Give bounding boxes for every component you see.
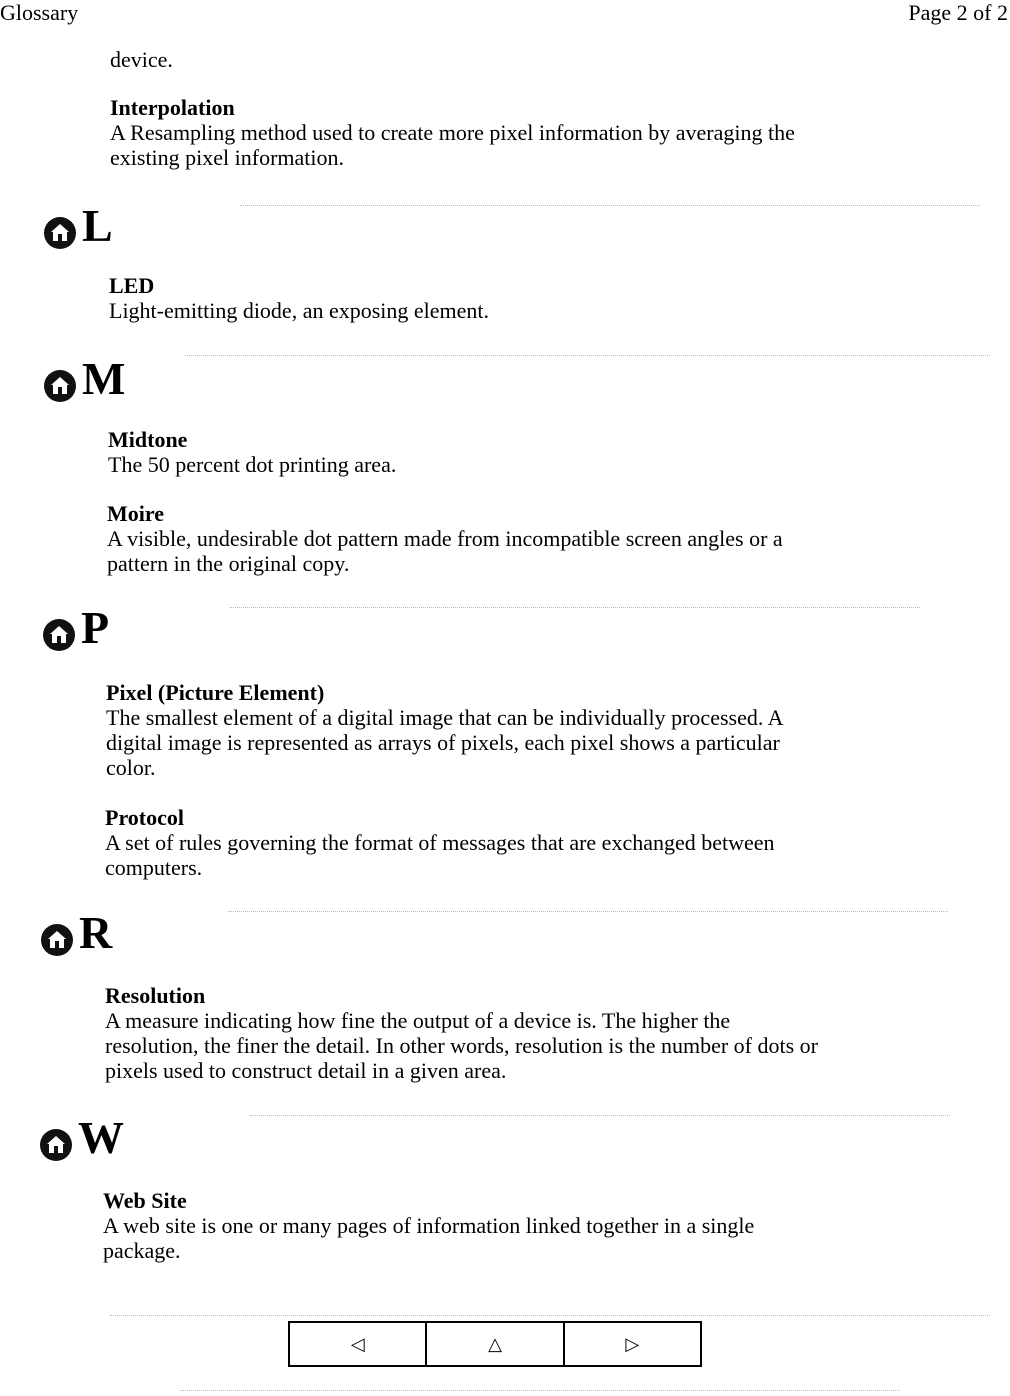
definition-line: pattern in the original copy. [107, 551, 350, 576]
definition-line: The 50 percent dot printing area. [108, 452, 397, 477]
home-icon[interactable] [43, 619, 75, 651]
page-number: Page 2 of 2 [908, 0, 1008, 25]
next-page-button[interactable] [565, 1323, 700, 1365]
home-icon[interactable] [44, 217, 76, 249]
definition-line: A visible, undesirable dot pattern made from incompatible screen angles or a [107, 526, 783, 551]
definition-line: color. [106, 755, 156, 780]
term-protocol: Protocol [105, 805, 185, 830]
definition-line: A web site is one or many pages of information linked together in a single [103, 1213, 755, 1238]
footer-divider [180, 1390, 900, 1391]
term-interpolation: Interpolation [110, 95, 235, 120]
entry-interpolation [110, 95, 795, 170]
triangle-up-icon: △ [488, 1333, 502, 1355]
triangle-right-icon: ▷ [625, 1333, 640, 1355]
continued-text: device. [110, 47, 173, 72]
term-led: LED [109, 273, 155, 298]
up-button[interactable] [427, 1323, 564, 1365]
section-letter: L [82, 200, 113, 251]
prev-page-button[interactable] [290, 1323, 427, 1365]
section-divider [240, 205, 980, 206]
definition-line: The smallest element of a digital image that can be individually processed. A [106, 705, 784, 730]
entry-resolution [105, 983, 818, 1083]
entry-led [109, 273, 489, 323]
section-letter: M [82, 353, 126, 404]
section-letter: P [81, 602, 110, 653]
page-header-title: Glossary [0, 0, 79, 25]
footer-divider [110, 1315, 990, 1316]
term-website: Web Site [103, 1188, 187, 1213]
term-moire: Moire [107, 501, 165, 526]
term-resolution: Resolution [105, 983, 206, 1008]
home-icon[interactable] [41, 924, 73, 956]
definition-line: computers. [105, 855, 203, 880]
section-divider [250, 1115, 950, 1116]
home-icon[interactable] [40, 1129, 72, 1161]
definition-line: A Resampling method used to create more pixel information by averaging the [110, 120, 795, 145]
page-navigation [288, 1321, 702, 1367]
entry-midtone [108, 427, 396, 477]
term-midtone: Midtone [108, 427, 188, 452]
entry-website [103, 1188, 754, 1263]
definition-line: package. [103, 1238, 181, 1263]
definition-line: A set of rules governing the format of messages that are exchanged between [105, 830, 775, 855]
section-letter: R [79, 907, 113, 958]
definition-line: Light-emitting diode, an exposing element. [109, 298, 490, 323]
section-divider [228, 911, 948, 912]
section-divider [230, 607, 920, 608]
home-icon[interactable] [44, 370, 76, 402]
entry-moire [107, 501, 783, 576]
section-letter: W [78, 1112, 124, 1163]
definition-line: existing pixel information. [110, 145, 345, 170]
definition-line: resolution, the finer the detail. In other words, resolution is the number of dots or [105, 1033, 819, 1058]
section-divider [185, 355, 990, 356]
triangle-left-icon: ◁ [350, 1333, 365, 1355]
definition-line: A measure indicating how fine the output of a device is. The higher the [105, 1008, 731, 1033]
definition-line: pixels used to construct detail in a given area. [105, 1058, 507, 1083]
entry-protocol [105, 805, 775, 880]
definition-line: digital image is represented as arrays of pixels, each pixel shows a particular [106, 730, 780, 755]
entry-pixel [106, 680, 784, 780]
term-pixel: Pixel (Picture Element) [106, 680, 325, 705]
